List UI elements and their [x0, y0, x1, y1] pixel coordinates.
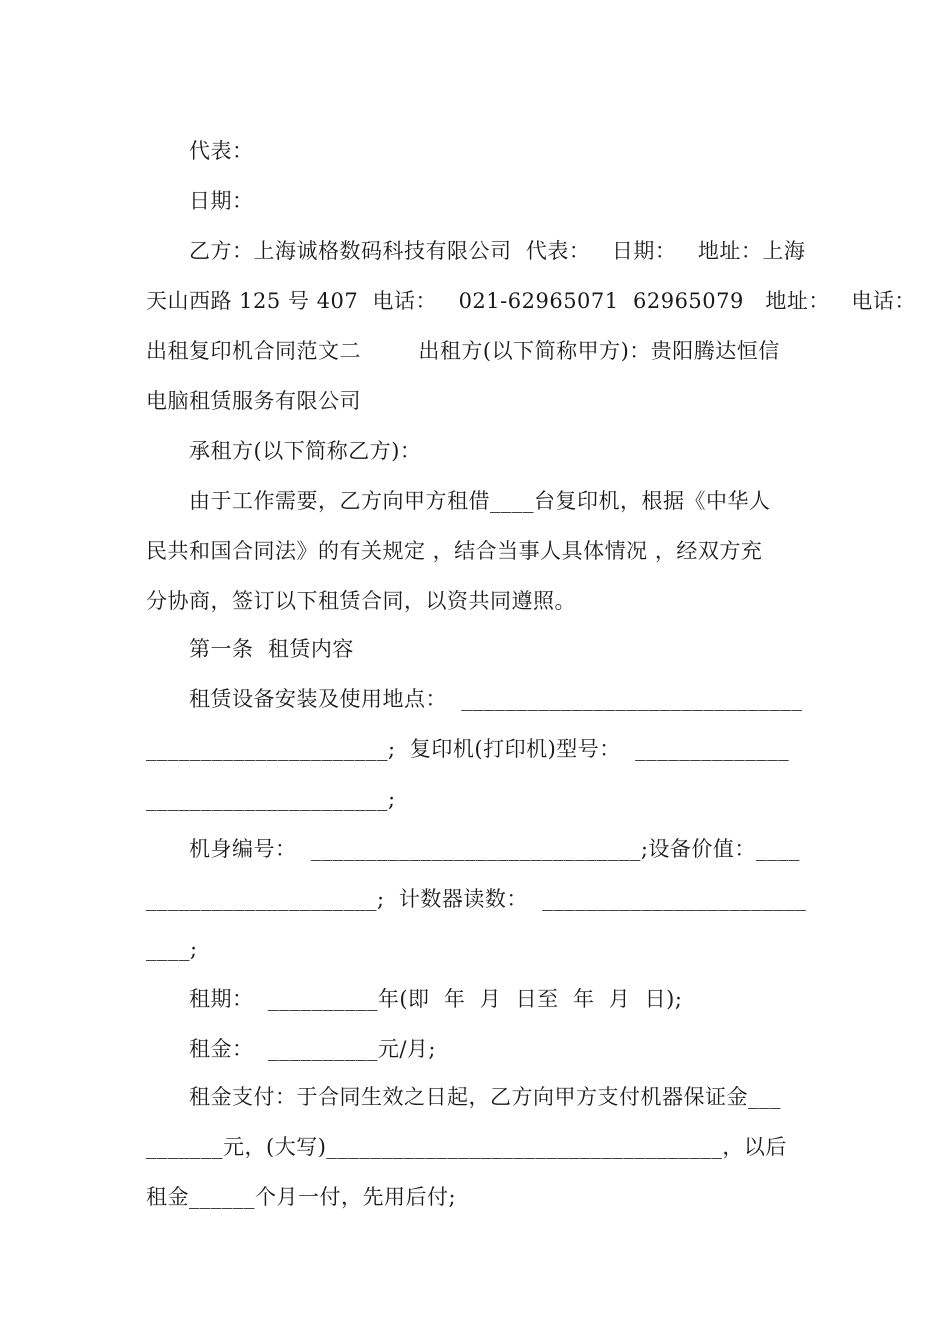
- intro-paragraph-line-2: 民共和国合同法》的有关规定 ，结合当事人具体情况 ，经双方充: [146, 539, 763, 563]
- counter-reading-continuation: ____;: [146, 937, 198, 961]
- article-one-heading: 第一条 租赁内容: [189, 637, 354, 661]
- party-b-address-line: 天山西路 125 号 407 电话： 021-62965071 62965079 地址： 电话：: [146, 289, 916, 313]
- rent-payment-line-2: _______元，(大写)____________________________________，以后: [146, 1135, 787, 1159]
- counter-reading-line: _____________________; 计数器读数： ________________________: [146, 887, 807, 911]
- lessor-name-line: 电脑租赁服务有限公司: [146, 389, 361, 413]
- representative-label: 代表：: [189, 139, 254, 163]
- serial-number-line: 机身编号： ______________________________;设备价值：____: [189, 837, 800, 861]
- date-label: 日期：: [189, 189, 254, 213]
- lease-term-line: 租期： __________年(即 年 月 日至 年 月 日);: [189, 987, 683, 1011]
- lessee-label: 承租方(以下简称乙方)：: [189, 439, 422, 463]
- rent-payment-line-1: 租金支付：于合同生效之日起，乙方向甲方支付机器保证金___: [189, 1085, 781, 1109]
- intro-paragraph-line-3: 分协商，签订以下租赁合同，以资共同遵照。: [146, 589, 576, 613]
- rent-line: 租金： __________元/月;: [189, 1037, 437, 1061]
- contract-title-line: 出租复印机合同范文二 出租方(以下简称甲方)：贵阳腾达恒信: [146, 339, 780, 363]
- copier-model-line: ______________________; 复印机(打印机)型号： ______________: [146, 737, 790, 761]
- copier-model-continuation: ______________________;: [146, 787, 396, 811]
- intro-paragraph-line-1: 由于工作需要，乙方向甲方租借____台复印机，根据《中华人: [189, 489, 771, 513]
- rent-payment-line-3: 租金______个月一付，先用后付;: [146, 1185, 457, 1209]
- party-b-info-line: 乙方：上海诚格数码科技有限公司 代表： 日期： 地址：上海: [189, 239, 806, 263]
- install-location-line: 租赁设备安装及使用地点： _______________________________: [189, 687, 803, 711]
